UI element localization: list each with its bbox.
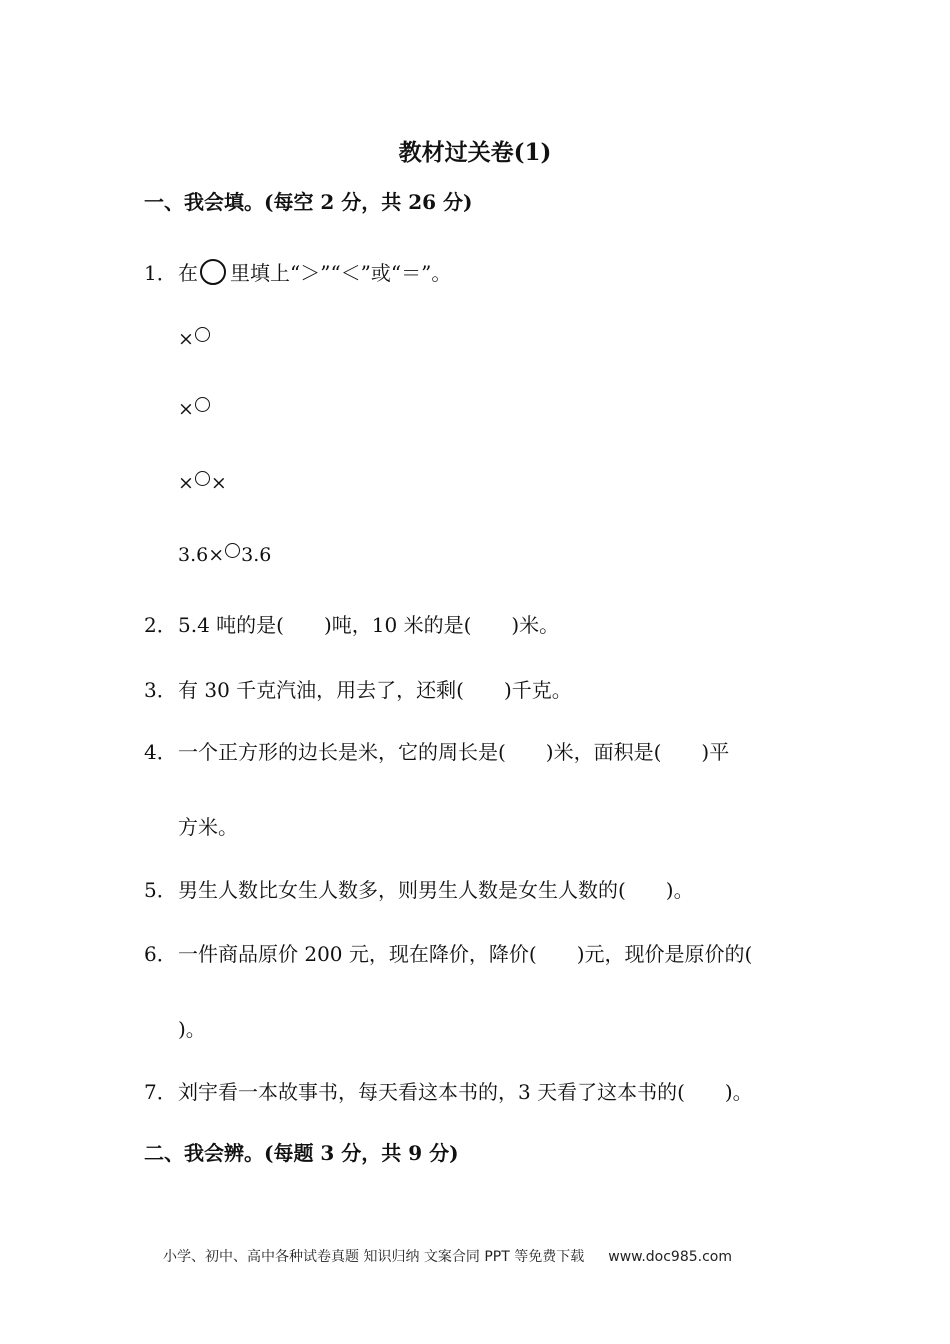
footer-url[interactable]: www.doc985.com	[608, 1249, 732, 1265]
question-text: 一件商品原价 200 元，现在降价，降价( )元，现价是原价的(	[178, 942, 753, 966]
answer-circle-icon	[195, 397, 210, 412]
question-text: 有 30 千克汽油，用去了，还剩( )千克。	[178, 678, 572, 702]
answer-circle-icon	[195, 471, 210, 486]
answer-circle-icon	[195, 327, 210, 342]
question-5	[144, 874, 694, 903]
compare-left: 3.6×	[178, 544, 225, 566]
question-number: 3．	[144, 678, 177, 702]
question-1	[144, 257, 451, 286]
question-4-continued: 方米。	[178, 815, 238, 839]
answer-circle-icon	[225, 543, 240, 558]
question-6	[144, 938, 752, 967]
question-number: 2．	[144, 613, 177, 637]
question-6-continued: )。	[178, 1017, 206, 1041]
compare-right: 3.6	[241, 544, 272, 566]
circle-icon	[200, 259, 226, 285]
compare-left: ×	[178, 398, 194, 420]
compare-item-1	[178, 327, 211, 350]
question-text: 一个正方形的边长是米，它的周长是( )米，面积是( )平	[178, 740, 730, 764]
compare-item-3	[178, 471, 227, 494]
question-number: 6．	[144, 942, 177, 966]
page-title: 教材过关卷(1)	[398, 139, 552, 166]
footer	[163, 1246, 732, 1266]
question-7	[144, 1076, 753, 1105]
question-1-post: 里填上“＞”“＜”或“＝”。	[230, 261, 452, 285]
question-2	[144, 609, 559, 638]
question-number: 7．	[144, 1080, 177, 1104]
question-number: 4．	[144, 740, 177, 764]
question-number: 1．	[144, 261, 177, 285]
compare-item-2	[178, 397, 211, 420]
question-3	[144, 674, 572, 703]
compare-left: ×	[178, 328, 194, 350]
compare-left: ×	[178, 472, 194, 494]
compare-item-4	[178, 543, 271, 566]
question-1-pre: 在	[178, 261, 198, 285]
question-4	[144, 736, 729, 765]
footer-text: 小学、初中、高中各种试卷真题 知识归纳 文案合同 PPT 等免费下载	[163, 1249, 585, 1265]
compare-right: ×	[210, 472, 227, 494]
question-text: 刘宇看一本故事书，每天看这本书的，3 天看了这本书的( )。	[178, 1080, 753, 1104]
section-2-heading: 二、我会辨。(每题 3 分，共 9 分)	[144, 1141, 459, 1165]
question-text: 5.4 吨的是( )吨，10 米的是( )米。	[178, 613, 560, 637]
question-number: 5．	[144, 878, 177, 902]
section-1-heading: 一、我会填。(每空 2 分，共 26 分)	[144, 190, 473, 214]
question-text: 男生人数比女生人数多，则男生人数是女生人数的( )。	[178, 878, 694, 902]
